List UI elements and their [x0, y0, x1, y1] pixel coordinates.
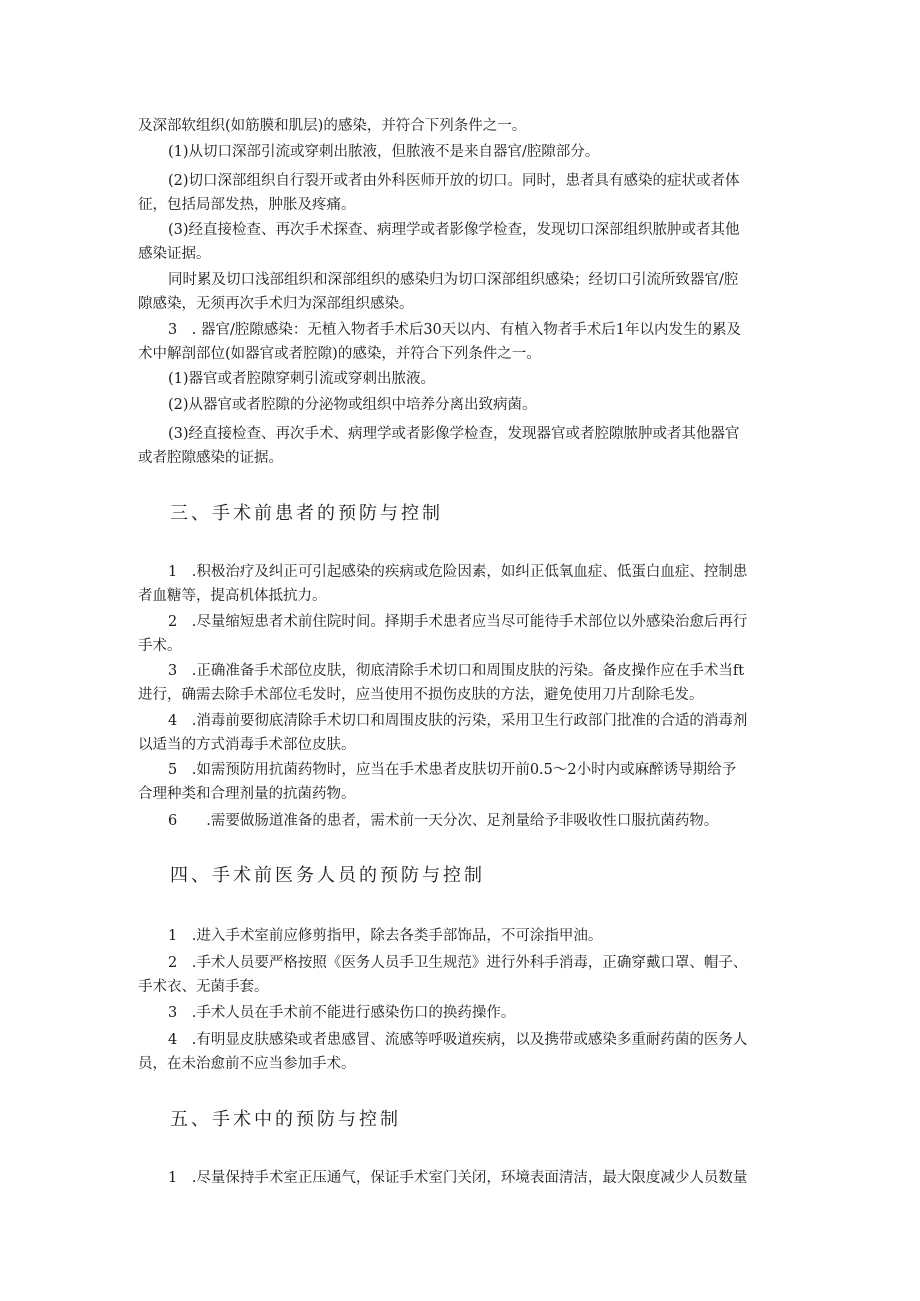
paragraph-line: 感染证据。	[138, 246, 211, 262]
paragraph-line: 4 .消毒前要彻底清除手术切口和周围皮肤的污染，采用卫生行政部门批准的合适的消毒剂	[168, 713, 748, 729]
paragraph-line: 4 .有明显皮肤感染或者患感冒、流感等呼吸道疾病，以及携带或感染多重耐药菌的医务人	[168, 1032, 748, 1048]
paragraph-line: (2)从器官或者腔隙的分泌物或组织中培养分离出致病菌。	[168, 397, 537, 413]
paragraph-line: 或者腔隙感染的证据。	[138, 450, 283, 466]
paragraph-line: 3 .正确准备手术部位皮肤，彻底清除手术切口和周围皮肤的污染。备皮操作应在手术当ft	[168, 663, 745, 679]
paragraph-line: 3 . 器官/腔隙感染：无植入物者手术后30天以内、有植入物者手术后1年以内发生的累及	[168, 322, 742, 338]
paragraph-line: 2 .尽量缩短患者术前住院时间。择期手术患者应当尽可能待手术部位以外感染治愈后再行	[168, 614, 748, 630]
paragraph-line: 手术衣、无菌手套。	[138, 979, 269, 995]
paragraph-line: 5 .如需预防用抗菌药物时，应当在手术患者皮肤切开前0.5～2小时内或麻醉诱导期给予	[168, 762, 737, 778]
section-heading-4: 四、手术前医务人员的预防与控制	[170, 865, 485, 886]
section-heading-3: 三、手术前患者的预防与控制	[170, 503, 443, 524]
paragraph-line: (1)从切口深部引流或穿刺出脓液，但脓液不是来自器官/腔隙部分。	[168, 144, 600, 160]
paragraph-line: 1 .积极治疗及纠正可引起感染的疾病或危险因素，如纠正低氧血症、低蛋白血症、控制患	[168, 564, 748, 580]
paragraph-line: 术中解剖部位(如器官或者腔隙)的感染，并符合下列条件之一。	[138, 346, 541, 362]
paragraph-line: 6 .需要做肠道准备的患者，需术前一天分次、足剂量给予非吸收性口服抗菌药物。	[168, 813, 719, 829]
paragraph-line: (3)经直接检查、再次手术、病理学或者影像学检查，发现器官或者腔隙脓肿或者其他器官	[168, 426, 740, 442]
paragraph-line: (2)切口深部组织自行裂开或者由外科医师开放的切口。同时，患者具有感染的症状或者体	[168, 173, 740, 189]
paragraph-line: 以适当的方式消毒手术部位皮肤。	[138, 737, 356, 753]
paragraph-line: 3 .手术人员在手术前不能进行感染伤口的换药操作。	[168, 1005, 516, 1021]
paragraph-line: (3)经直接检查、再次手术探查、病理学或者影像学检查，发现切口深部组织脓肿或者其他	[168, 222, 740, 238]
paragraph-line: 者血糖等，提高机体抵抗力。	[138, 588, 327, 604]
paragraph-line: 及深部软组织(如筋膜和肌层)的感染，并符合下列条件之一。	[138, 118, 527, 134]
paragraph-line: 2 .手术人员要严格按照《医务人员手卫生规范》进行外科手消毒，正确穿戴口罩、帽子、	[168, 955, 748, 971]
paragraph-line: 1 .进入手术室前应修剪指甲，除去各类手部饰品，不可涂指甲油。	[168, 928, 603, 944]
paragraph-line: 同时累及切口浅部组织和深部组织的感染归为切口深部组织感染；经切口引流所致器官/腔	[168, 272, 739, 288]
paragraph-line: 1 .尽量保持手术室正压通气，保证手术室门关闭，环境表面清洁，最大限度减少人员数量	[168, 1170, 748, 1186]
paragraph-line: 员，在未治愈前不应当参加手术。	[138, 1056, 356, 1072]
paragraph-line: 隙感染，无须再次手术归为深部组织感染。	[138, 296, 414, 312]
paragraph-line: 征，包括局部发热，肿胀及疼痛。	[138, 197, 356, 213]
paragraph-line: (1)器官或者腔隙穿刺引流或穿刺出脓液。	[168, 371, 436, 387]
paragraph-line: 合理种类和合理剂量的抗菌药物。	[138, 786, 356, 802]
section-heading-5: 五、手术中的预防与控制	[170, 1109, 401, 1130]
paragraph-line: 进行，确需去除手术部位毛发时，应当使用不损伤皮肤的方法，避免使用刀片刮除毛发。	[138, 687, 704, 703]
paragraph-line: 手术。	[138, 638, 182, 654]
